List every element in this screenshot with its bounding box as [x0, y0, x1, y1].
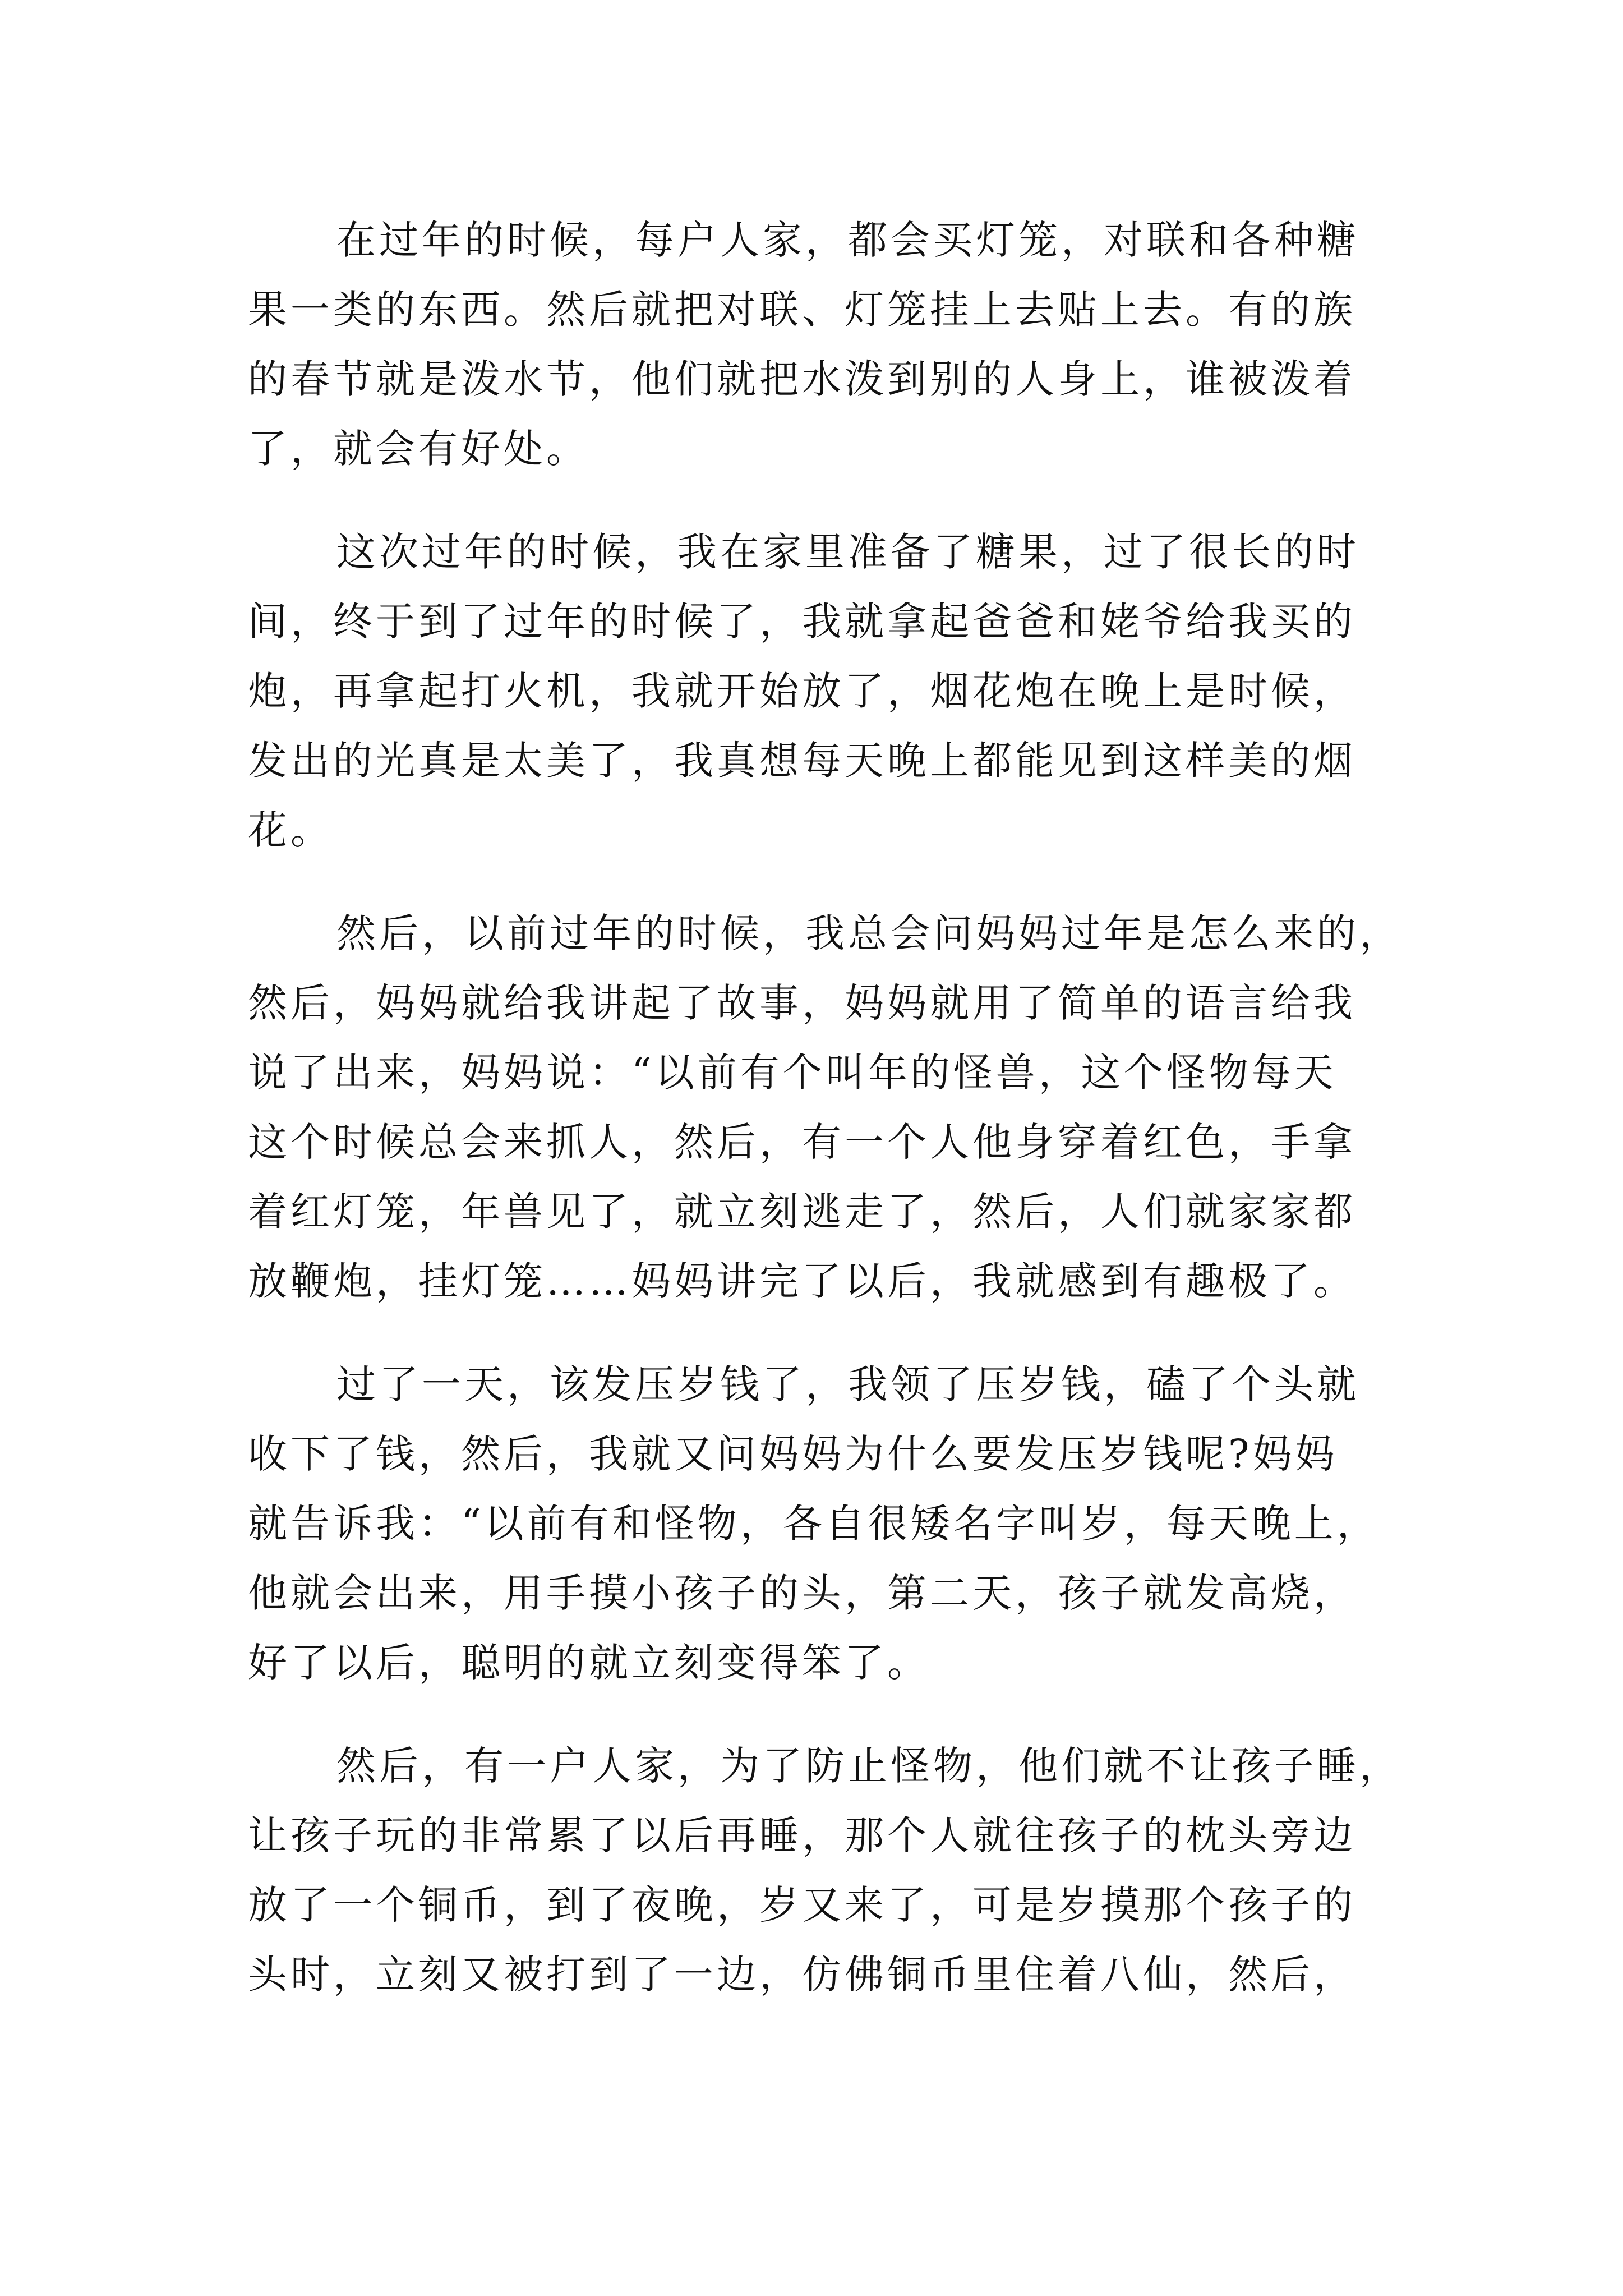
text-line: 果一类的东西。然后就把对联、灯笼挂上去贴上去。有的族: [248, 287, 1356, 333]
text-line: 花。: [248, 807, 333, 853]
text-line: 头时，立刻又被打到了一边，仿佛铜币里住着八仙，然后，: [248, 1952, 1356, 1998]
text-line: 间，终于到了过年的时候了，我就拿起爸爸和姥爷给我买的: [248, 599, 1356, 645]
text-line: 在过年的时候，每户人家，都会买灯笼，对联和各种糖: [336, 217, 1359, 263]
text-line: 着红灯笼，年兽见了，就立刻逃走了，然后，人们就家家都: [248, 1189, 1356, 1235]
text-line: 的春节就是泼水节，他们就把水泼到别的人身上，谁被泼着: [248, 356, 1356, 402]
text-line: 放鞭炮，挂灯笼……妈妈讲完了以后，我就感到有趣极了。: [248, 1258, 1356, 1304]
text-line: 炮，再拿起打火机，我就开始放了，烟花炮在晚上是时候，: [248, 668, 1356, 714]
text-line: 了，就会有好处。: [248, 426, 589, 472]
text-line: 发出的光真是太美了，我真想每天晚上都能见到这样美的烟: [248, 738, 1356, 784]
text-line: 说了出来，妈妈说：“以前有个叫年的怪兽，这个怪物每天: [248, 1050, 1337, 1096]
text-line: 过了一天，该发压岁钱了，我领了压岁钱，磕了个头就: [336, 1361, 1359, 1407]
text-line: 放了一个铜币，到了夜晚，岁又来了，可是岁摸那个孩子的: [248, 1882, 1356, 1928]
text-line: 收下了钱，然后，我就又问妈妈为什么要发压岁钱呢?妈妈: [248, 1431, 1338, 1477]
text-line: 然后，妈妈就给我讲起了故事，妈妈就用了简单的语言给我: [248, 980, 1356, 1026]
text-line: 这个时候总会来抓人，然后，有一个人他身穿着红色，手拿: [248, 1119, 1356, 1165]
text-line: 就告诉我：“以前有和怪物，各自很矮名字叫岁，每天晚上，: [248, 1501, 1380, 1547]
text-line: 这次过年的时候，我在家里准备了糖果，过了很长的时: [336, 529, 1359, 575]
text-line: 让孩子玩的非常累了以后再睡，那个人就往孩子的枕头旁边: [248, 1812, 1356, 1858]
text-line: 然后，以前过年的时候，我总会问妈妈过年是怎么来的，: [336, 910, 1402, 956]
text-line: 好了以后，聪明的就立刻变得笨了。: [248, 1640, 930, 1686]
text-line: 然后，有一户人家，为了防止怪物，他们就不让孩子睡，: [336, 1743, 1402, 1789]
text-line: 他就会出来，用手摸小孩子的头，第二天，孩子就发高烧，: [248, 1570, 1356, 1616]
